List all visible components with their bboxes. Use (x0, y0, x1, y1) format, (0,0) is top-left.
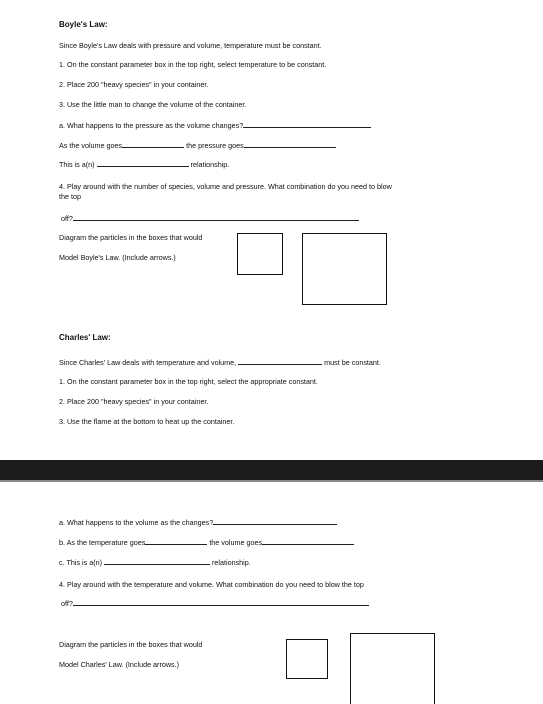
boyle-question-a (59, 120, 371, 130)
boyle-question-c-text-2: relationship. (190, 160, 230, 169)
charles-answer-a-blank[interactable] (213, 517, 337, 525)
boyle-step-4-line-3 (61, 213, 359, 223)
charles-question-b (59, 537, 354, 547)
charles-intro (59, 357, 381, 367)
boyle-step-4-line-2: the top (59, 192, 81, 201)
charles-question-c-text-1: c. This is a(n) (59, 558, 103, 567)
boyle-question-b-text-2: the pressure goes (186, 141, 244, 150)
boyle-heading: Boyle's Law: (59, 20, 108, 29)
charles-intro-text-2: must be constant. (324, 358, 381, 367)
page-break-band (0, 460, 543, 480)
charles-answer-4-blank[interactable] (73, 598, 369, 606)
charles-step-4-line-2 (61, 598, 369, 608)
charles-step-4-line-1: 4. Play around with the temperature and volume. What combination do you need to blow the top (59, 580, 364, 589)
boyle-diagram-instruction-2: Model Boyle's Law. (Include arrows.) (59, 253, 176, 262)
charles-answer-c-blank[interactable] (104, 557, 210, 565)
boyle-step-4-off-text: off? (61, 214, 73, 223)
boyle-diagram-box-large[interactable] (302, 233, 387, 305)
charles-diagram-box-small[interactable] (286, 639, 328, 679)
charles-answer-b-blank-1[interactable] (145, 537, 207, 545)
charles-question-b-text-2: the volume goes (209, 538, 263, 547)
charles-diagram-instruction-2: Model Charles' Law. (Include arrows.) (59, 660, 180, 669)
boyle-answer-c-blank[interactable] (97, 159, 189, 167)
charles-question-b-text-1: b. As the temperature goes (59, 538, 146, 547)
boyle-question-b (59, 140, 336, 150)
charles-constant-blank[interactable] (238, 357, 322, 365)
charles-question-a (59, 517, 337, 527)
charles-question-c (59, 557, 251, 567)
charles-heading: Charles' Law: (59, 333, 111, 342)
page-break-shadow (0, 480, 543, 482)
boyle-answer-a-blank[interactable] (243, 120, 371, 128)
boyle-answer-4-blank[interactable] (73, 213, 359, 221)
charles-question-a-text: a. What happens to the volume as the changes? (59, 518, 214, 527)
boyle-diagram-box-small[interactable] (237, 233, 283, 275)
boyle-question-c-text-1: This is a(n) (59, 160, 95, 169)
charles-step-4-off-text: off? (61, 599, 73, 608)
boyle-step-4-line-1: 4. Play around with the number of species, volume and pressure. What combination do you need to blow (59, 182, 392, 191)
boyle-answer-b-blank-2[interactable] (244, 140, 336, 148)
charles-step-1: 1. On the constant parameter box in the top right, select the appropriate constant. (59, 377, 318, 386)
boyle-intro: Since Boyle's Law deals with pressure and volume, temperature must be constant. (59, 41, 322, 50)
boyle-question-b-text-1: As the volume goes (59, 141, 123, 150)
boyle-diagram-instruction-1: Diagram the particles in the boxes that would (59, 233, 203, 242)
boyle-step-2: 2. Place 200 "heavy species" in your container. (59, 80, 209, 89)
charles-intro-text-1: Since Charles' Law deals with temperature and volume, (59, 358, 237, 367)
boyle-step-3: 3. Use the little man to change the volume of the container. (59, 100, 247, 109)
boyle-answer-b-blank-1[interactable] (122, 140, 184, 148)
charles-diagram-box-large[interactable] (350, 633, 435, 704)
charles-step-3: 3. Use the flame at the bottom to heat up the container. (59, 417, 235, 426)
boyle-question-a-text: a. What happens to the pressure as the volume changes? (59, 121, 244, 130)
charles-question-c-text-2: relationship. (212, 558, 251, 567)
boyle-question-c (59, 159, 229, 169)
charles-answer-b-blank-2[interactable] (262, 537, 354, 545)
charles-diagram-instruction-1: Diagram the particles in the boxes that would (59, 640, 203, 649)
boyle-step-1: 1. On the constant parameter box in the top right, select temperature to be constant. (59, 60, 327, 69)
charles-step-2: 2. Place 200 "heavy species" in your container. (59, 397, 209, 406)
